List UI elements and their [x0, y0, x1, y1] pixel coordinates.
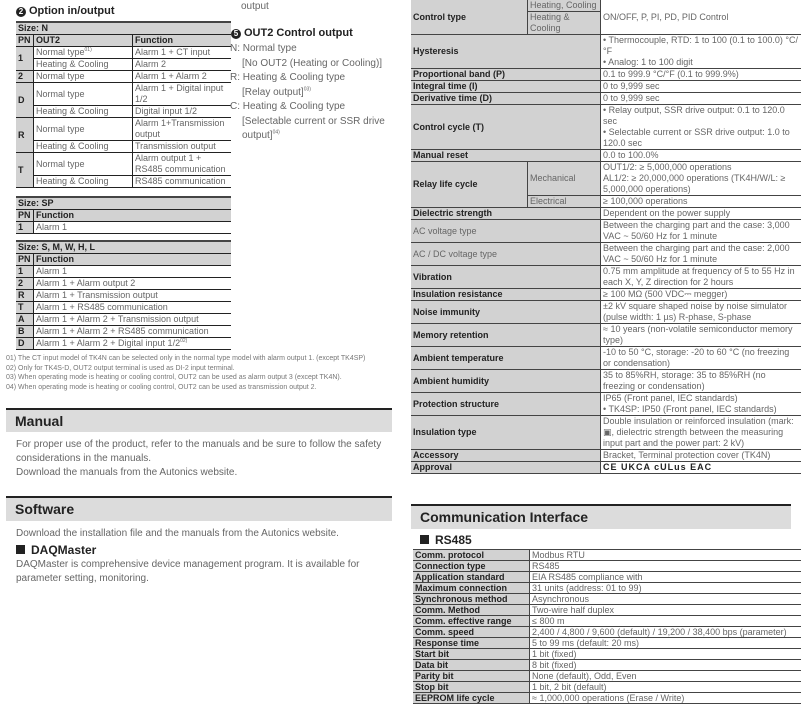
table-row: 1 Normal type$^{01)}$ Alarm 1 + CT input: [16, 47, 231, 59]
table-row: Connection type RS485: [413, 561, 801, 572]
out2-control-heading: 5 OUT2 Control output: [231, 26, 353, 40]
table-row: Protection structure IP65 (Front panel, IEC standards) • TK4SP: IP50 (Front panel, IEC standards): [411, 393, 801, 416]
table-row: Maximum connection 31 units (address: 01 to 99): [413, 583, 801, 594]
table-title: Size: N: [16, 22, 231, 35]
approval-marks-icon: CE UKCA cULus EAC: [601, 462, 801, 474]
table-row: Integral time (I) 0 to 9,999 sec: [411, 81, 801, 93]
table-row: Synchronous method Asynchronous: [413, 594, 801, 605]
table-row: Hysteresis • Thermocouple, RTD: 1 to 100 (0.1 to 100.0) °C/°F • Analog: 1 to 100 digit: [411, 35, 801, 69]
list-item: C: Heating & Cooling type: [230, 101, 346, 112]
table-row: Application standard EIA RS485 compliance with: [413, 572, 801, 583]
table-row: Comm. protocol Modbus RTU: [413, 550, 801, 561]
left-column: [6, 0, 392, 586]
size-sp-table: [16, 196, 231, 234]
column-header: OUT2: [34, 35, 133, 47]
column-header: Function: [133, 35, 232, 47]
specifications-table: [411, 0, 801, 474]
table-row: Heating & Cooling Alarm 2: [16, 59, 231, 71]
number-badge-icon: 2: [16, 7, 26, 17]
table-row: B Alarm 1 + Alarm 2 + RS485 communication: [16, 326, 231, 338]
table-row: Control cycle (T) • Relay output, SSR drive output: 0.1 to 120.0 sec • Selectable current or SSR drive output: 1.0 to 120.0 sec: [411, 105, 801, 150]
table-title: Size: SP: [16, 197, 231, 210]
table-row: Memory retention ≈ 10 years (non-volatile semiconductor memory type): [411, 324, 801, 347]
table-row: Heating & Cooling Digital input 1/2: [16, 106, 231, 118]
table-row: Manual reset 0.0 to 100.0%: [411, 150, 801, 162]
table-row: Start bit 1 bit (fixed): [413, 649, 801, 660]
table-row: Heating & Cooling: [411, 12, 801, 35]
table-row: Control type Heating, Cooling ON/OFF, P, PI, PD, PID Control: [411, 0, 801, 12]
table-row: R Alarm 1 + Transmission output: [16, 290, 231, 302]
table-row: Proportional band (P) 0.1 to 999.9 °C/°F (0.1 to 999.9%): [411, 69, 801, 81]
table-row: Comm. Method Two-wire half duplex: [413, 605, 801, 616]
table-row: Data bit 8 bit (fixed): [413, 660, 801, 671]
table-row: Heating & Cooling RS485 communication: [16, 176, 231, 188]
footnote: 03) When operating mode is heating or cooling control, OUT2 can be used as alarm output 3 (except TK4N).: [6, 374, 342, 381]
table-row: 2 Normal type Alarm 1 + Alarm 2: [16, 71, 231, 83]
table-row: Stop bit 1 bit, 2 bit (default): [413, 682, 801, 693]
table-row: Electrical ≥ 100,000 operations: [411, 196, 801, 208]
daqmaster-heading: DAQMaster: [16, 543, 392, 558]
table-row: Dielectric strength Dependent on the power supply: [411, 208, 801, 220]
table-row: Heating & Cooling Transmission output: [16, 141, 231, 153]
manual-text: For proper use of the product, refer to the manuals and be sure to follow the safety considerations in the manuals. Download the manuals from the Autonics website.: [16, 439, 382, 478]
table-row: D Alarm 1 + Alarm 2 + Digital input 1/2$^{02)}$: [16, 338, 231, 350]
software-text: Download the installation file and the manuals from the Autonics website.: [16, 528, 339, 539]
footnote: 04) When operating mode is heating or cooling control, OUT2 can be used as transmission output 2.: [6, 383, 317, 391]
number-badge-icon: 5: [231, 29, 241, 39]
table-row: Derivative time (D) 0 to 9,999 sec: [411, 93, 801, 105]
table-row: Comm. effective range ≤ 800 m: [413, 616, 801, 627]
table-row: T Normal type Alarm output 1 + RS485 communication: [16, 153, 231, 176]
list-item: R: Heating & Cooling type: [230, 72, 346, 83]
square-bullet-icon: [16, 545, 25, 554]
table-row: AC / DC voltage type Between the charging part and the case: 2,000 VAC ~ 50/60 Hz for 1 minute: [411, 243, 801, 266]
table-row: Noise immunity ±2 kV square shaped noise by noise simulator (pulse width: 1 µs) R-phase, S-phase: [411, 301, 801, 324]
table-row: Ambient temperature -10 to 50 °C, storage: -20 to 60 °C (no freezing or condensation): [411, 347, 801, 370]
column-header: Function: [34, 254, 232, 266]
square-bullet-icon: [420, 535, 429, 544]
out2-top-text: output: [241, 1, 269, 12]
table-row: 1 Alarm 1: [16, 222, 231, 234]
table-row: 1 Alarm 1: [16, 266, 231, 278]
option-io-heading: 2 Option in/output: [16, 4, 115, 18]
table-title: Size: S, M, W, H, L: [16, 241, 231, 254]
table-row: Vibration 0.75 mm amplitude at frequency of 5 to 55 Hz in each X, Y, Z direction for 2 hours: [411, 266, 801, 289]
table-row: A Alarm 1 + Alarm 2 + Transmission output: [16, 314, 231, 326]
footnotes: [6, 354, 392, 392]
table-row: Insulation type Double insulation or reinforced insulation (mark: ▣, dielectric strength between the measuring input part and the power part: 2 kV): [411, 416, 801, 450]
daqmaster-text: DAQMaster is comprehensive device management program. It is available for parameter setting, monitoring.: [16, 559, 360, 584]
rs485-heading: RS485: [420, 533, 801, 548]
out2-options-list: N: Normal type [No OUT2 (Heating or Cooling)] R: Heating & Cooling type [Relay output]$^{03)}$ C: Heating & Cooling type [Selectable current or SSR drive output]$^{04)}$: [230, 42, 390, 144]
table-row: Accessory Bracket, Terminal protection cover (TK4N): [411, 450, 801, 462]
column-header: PN: [16, 210, 34, 222]
right-column: [411, 0, 801, 704]
footnote: 02) Only for TK4S-D, OUT2 output terminal is used as DI-2 input terminal.: [6, 364, 235, 372]
rs485-table: [413, 549, 801, 704]
column-header: PN: [16, 35, 34, 47]
option-io-area: [6, 0, 392, 190]
table-row: T Alarm 1 + RS485 communication: [16, 302, 231, 314]
comm-interface-heading: Communication Interface: [411, 504, 791, 529]
size-n-table: [16, 21, 231, 188]
table-row: Ambient humidity 35 to 85%RH, storage: 35 to 85%RH (no freezing or condensation): [411, 370, 801, 393]
table-row: Relay life cycle Mechanical OUT1/2: ≥ 5,000,000 operations AL1/2: ≥ 20,000,000 operations (TK4H/W/L: ≥ 5,000,000 operations): [411, 162, 801, 196]
table-row: Response time 5 to 99 ms (default: 20 ms): [413, 638, 801, 649]
table-row: EEPROM life cycle ≈ 1,000,000 operations (Erase / Write): [413, 693, 801, 704]
table-row: R Normal type Alarm 1+Transmission output: [16, 118, 231, 141]
software-heading: Software: [6, 496, 392, 521]
table-row: 2 Alarm 1 + Alarm output 2: [16, 278, 231, 290]
table-row: Comm. speed 2,400 / 4,800 / 9,600 (default) / 19,200 / 38,400 bps (parameter): [413, 627, 801, 638]
list-item: N: Normal type: [230, 43, 297, 54]
table-row: Approval CE UKCA cULus EAC: [411, 462, 801, 474]
manual-heading: Manual: [6, 408, 392, 432]
table-row: Insulation resistance ≥ 100 MΩ (500 VDC⎓ megger): [411, 289, 801, 301]
column-header: Function: [34, 210, 232, 222]
footnote: 01) The CT input model of TK4N can be selected only in the normal type model with alarm output 1. (except TK4SP): [6, 355, 366, 362]
table-row: AC voltage type Between the charging part and the case: 3,000 VAC ~ 50/60 Hz for 1 minute: [411, 220, 801, 243]
size-smwhl-table: [16, 240, 231, 350]
table-row: D Normal type Alarm 1 + Digital input 1/2: [16, 83, 231, 106]
column-header: PN: [16, 254, 34, 266]
table-row: Parity bit None (default), Odd, Even: [413, 671, 801, 682]
